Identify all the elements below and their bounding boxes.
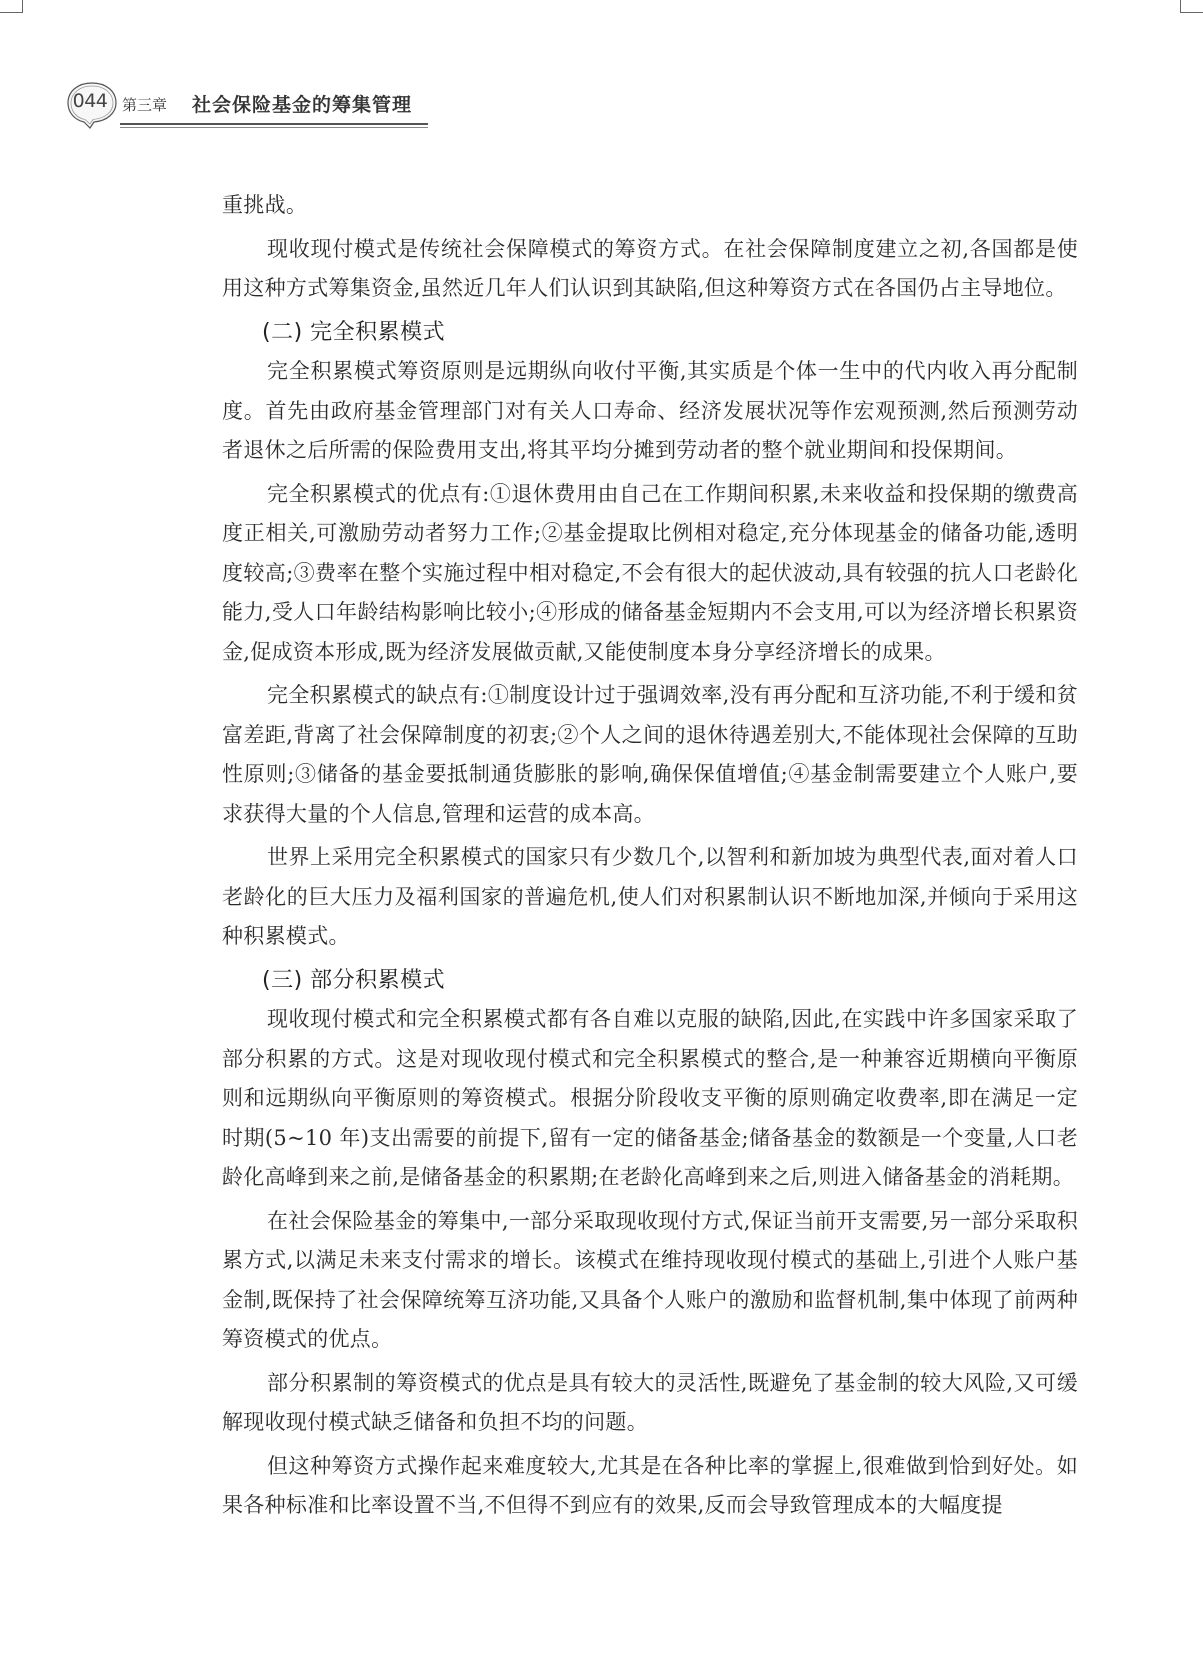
section-heading: (二) 完全积累模式 [262,319,446,345]
paragraph: 部分积累制的筹资模式的优点是具有较大的灵活性,既避免了基金制的较大风险,又可缓解现收现付模式缺乏储备和负担不均的问题。 [222,1370,1078,1434]
crop-mark-right [1180,0,1203,13]
paragraph: 完全积累模式的缺点有:①制度设计过于强调效率,没有再分配和互济功能,不利于缓和贫富差距,背离了社会保障制度的初衷;②个人之间的退休待遇差别大,不能体现社会保障的互助性原则;③储备的基金要抵制通货膨胀的影响,确保保值增值;④基金制需要建立个人账户,要求获得大量的个人信息,管理和运营的成本高。 [222,683,1078,826]
paragraph-continued: 重挑战。 [222,193,308,217]
page-number: 044 [72,90,108,112]
page-body [222,186,1078,1530]
paragraph: 现收现付模式是传统社会保障模式的筹资方式。在社会保障制度建立之初,各国都是使用这种方式筹集资金,虽然近几年人们认识到其缺陷,但这种筹资方式在各国仍占主导地位。 [222,236,1078,300]
paragraph: 世界上采用完全积累模式的国家只有少数几个,以智利和新加坡为典型代表,面对着人口老龄化的巨大压力及福利国家的普遍危机,使人们对积累制认识不断地加深,并倾向于采用这种积累模式。 [222,845,1078,948]
paragraph: 完全积累模式筹资原则是远期纵向收付平衡,其实质是个体一生中的代内收入再分配制度。首先由政府基金管理部门对有关人口寿命、经济发展状况等作宏观预测,然后预测劳动者退休之后所需的保险费用支出,将其平均分摊到劳动者的整个就业期间和投保期间。 [222,359,1078,462]
crop-mark-left [0,0,23,13]
chapter-label: 第三章 [122,96,168,114]
header-rule-thin [120,127,428,128]
paragraph: 但这种筹资方式操作起来难度较大,尤其是在各种比率的掌握上,很难做到恰到好处。如果各种标准和比率设置不当,不但得不到应有的效果,反而会导致管理成本的大幅度提 [222,1453,1078,1517]
header-rule [120,123,428,125]
running-header [64,80,424,136]
paragraph: 现收现付模式和完全积累模式都有各自难以克服的缺陷,因此,在实践中许多国家采取了部分积累的方式。这是对现收现付模式和完全积累模式的整合,是一种兼容近期横向平衡原则和远期纵向平衡原则的筹资模式。根据分阶段收支平衡的原则确定收费率,即在满足一定时期(5~10 年)支出需要的前提下,留有一定的储备基金;储备基金的数额是一个变量,人口老龄化高峰到来之前,是储备基金的积累期;在老龄化高峰到来之后,则进入储备基金的消耗期。 [222,1007,1078,1189]
section-heading: (三) 部分积累模式 [262,967,446,993]
paragraph: 在社会保险基金的筹集中,一部分采取现收现付方式,保证当前开支需要,另一部分采取积累方式,以满足未来支付需求的增长。该模式在维持现收现付模式的基础上,引进个人账户基金制,既保持了社会保障统筹互济功能,又具备个人账户的激励和监督机制,集中体现了前两种筹资模式的优点。 [222,1208,1078,1351]
paragraph: 完全积累模式的优点有:①退休费用由自己在工作期间积累,未来收益和投保期的缴费高度正相关,可激励劳动者努力工作;②基金提取比例相对稳定,充分体现基金的储备功能,透明度较高;③费率在整个实施过程中相对稳定,不会有很大的起伏波动,具有较强的抗人口老龄化能力,受人口年龄结构影响比较小;④形成的储备基金短期内不会支用,可以为经济增长积累资金,促成资本形成,既为经济发展做贡献,又能使制度本身分享经济增长的成果。 [222,481,1078,664]
chapter-title: 社会保险基金的筹集管理 [192,94,413,116]
